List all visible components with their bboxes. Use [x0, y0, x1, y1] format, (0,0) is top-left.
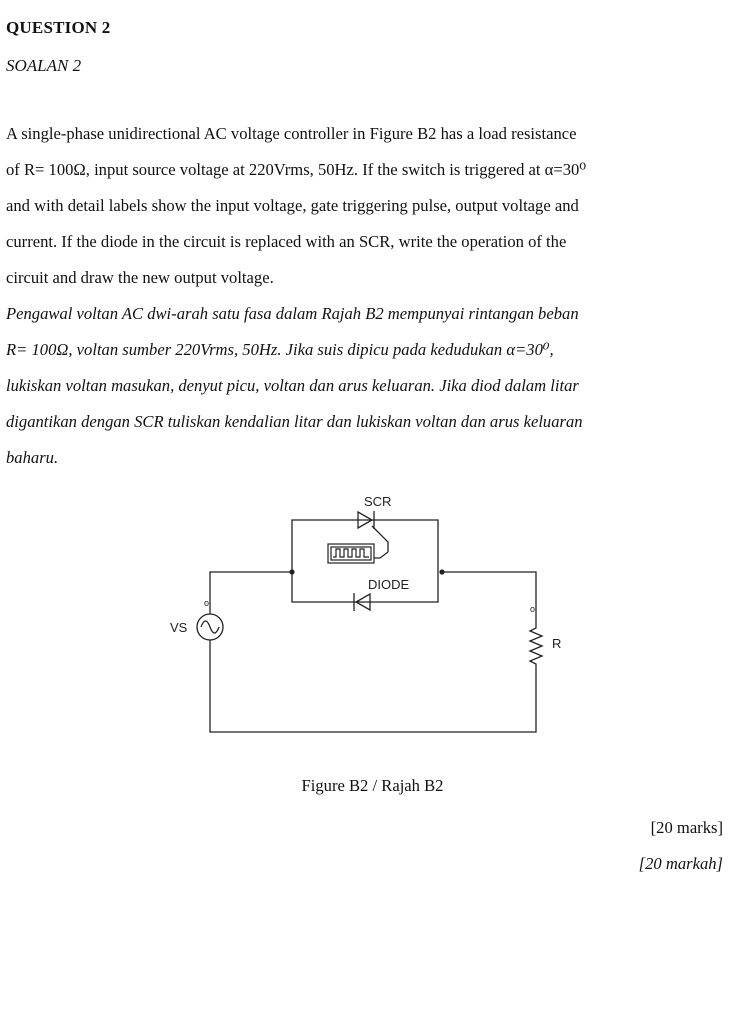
- junction-left: [289, 569, 294, 574]
- junction-right: [439, 569, 444, 574]
- ac-source-icon: [197, 614, 223, 640]
- text-line: baharu.: [6, 448, 59, 467]
- resistor-symbol: [530, 624, 542, 666]
- svg-text:o: o: [204, 598, 210, 608]
- wire-left: [210, 572, 292, 614]
- wire-right: [442, 572, 536, 624]
- marks-malay: [20 markah]: [638, 854, 723, 873]
- pulse-generator-icon: [328, 544, 388, 563]
- scr-symbol: [358, 511, 388, 552]
- scr-label: SCR: [364, 494, 392, 509]
- text-line: digantikan dengan SCR tuliskan kendalian litar dan lukiskan voltan dan arus keluaran: [6, 412, 583, 431]
- text-line: current. If the diode in the circuit is replaced with an SCR, write the operation of the: [6, 232, 567, 251]
- text-line: Pengawal voltan AC dwi-arah satu fasa dalam Rajah B2 mempunyai rintangan beban: [6, 304, 579, 323]
- wire-scr-branch: [292, 520, 438, 572]
- question-number: QUESTION 2: [6, 18, 111, 37]
- marks-english: [20 marks]: [650, 818, 723, 837]
- diode-label: DIODE: [368, 577, 410, 592]
- circuit-diagram: [150, 486, 590, 748]
- text-line: lukiskan voltan masukan, denyut picu, voltan dan arus keluaran. Jika diod dalam litar: [6, 376, 579, 395]
- soalan-number: SOALAN 2: [6, 56, 82, 75]
- text-line: circuit and draw the new output voltage.: [6, 268, 274, 287]
- question-text-english: [6, 116, 724, 296]
- question-text-malay: [6, 296, 724, 476]
- text-line: and with detail labels show the input voltage, gate triggering pulse, output voltage and: [6, 196, 579, 215]
- text-line: R= 100Ω, voltan sumber 220Vrms, 50Hz. Jika suis dipicu pada kedudukan α=30⁰,: [6, 340, 554, 359]
- source-label: VS: [170, 620, 188, 635]
- wire-bottom: [210, 640, 536, 732]
- figure-caption: Figure B2 / Rajah B2: [301, 776, 444, 795]
- resistor-label: R: [552, 636, 562, 651]
- text-line: of R= 100Ω, input source voltage at 220Vrms, 50Hz. If the switch is triggered at α=30⁰: [6, 160, 586, 179]
- svg-text:o: o: [530, 604, 536, 614]
- text-line: A single-phase unidirectional AC voltage controller in Figure B2 has a load resistance: [6, 124, 577, 143]
